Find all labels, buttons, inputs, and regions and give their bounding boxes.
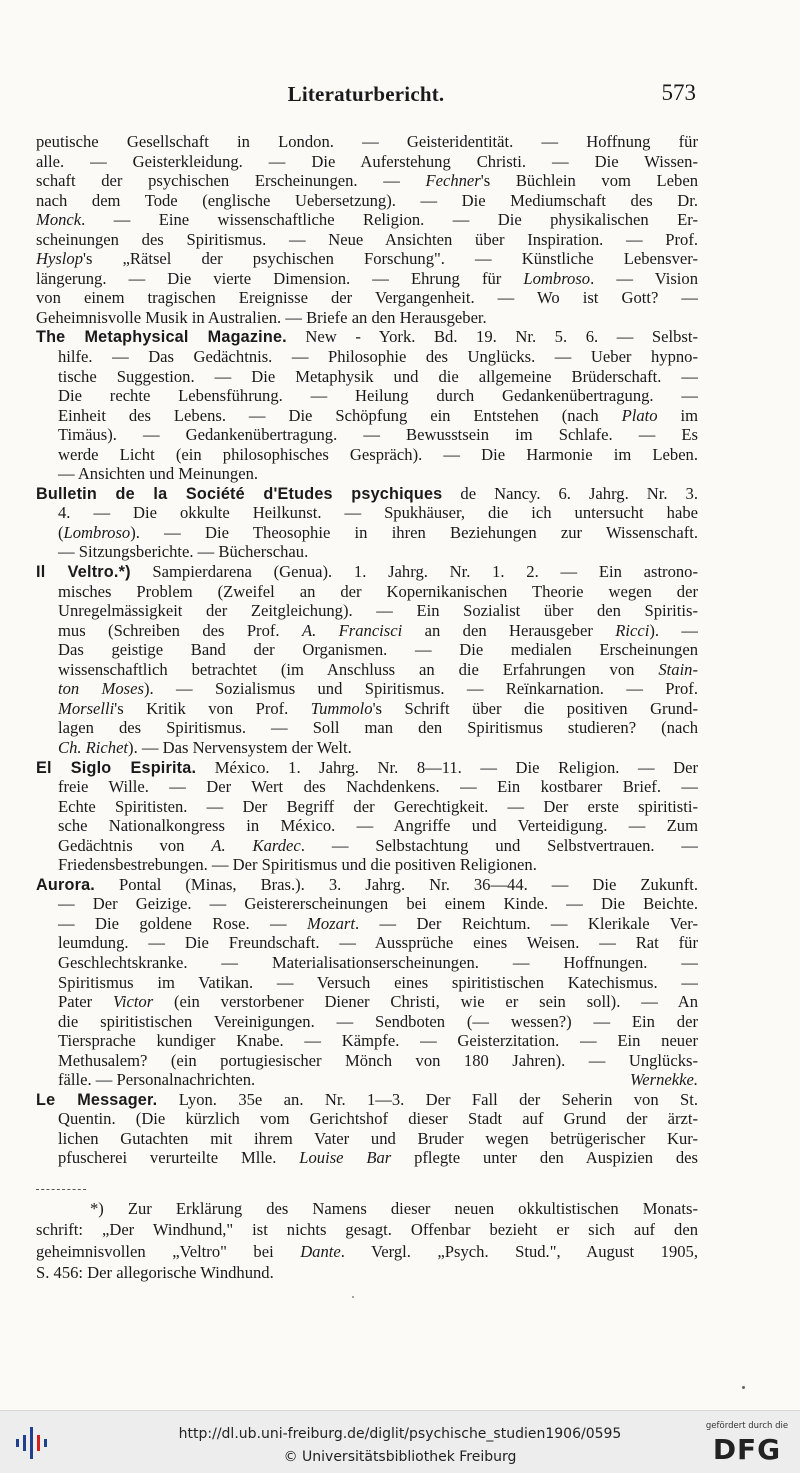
text-line: peutische Gesellschaft in London. — Geisteridentität. — Hoffnung für: [36, 132, 698, 151]
text-line: Einheit des Lebens. — Die Schöpfung ein Entstehen (nach Plato im: [58, 405, 698, 425]
text-line: nach dem Tode (englische Uebersetzung). — Die Mediumschaft des Dr.: [36, 190, 698, 210]
text-line: Gedächtnis von A. Kardec. — Selbstachtung und Selbstvertrauen. —: [58, 835, 698, 855]
text-line: ton Moses). — Sozialismus und Spiritismus. — Reïnkarnation. — Prof.: [58, 679, 698, 699]
publication-title: Il Veltro.*): [36, 563, 131, 582]
footnote-line: *) Zur Erklärung des Namens dieser neuen okkultistischen Monats-: [90, 1199, 698, 1218]
text-line: Methusalem? (ein portugiesischer Mönch von 180 Jahren). — Unglücks-: [58, 1050, 698, 1070]
person-name: Lombroso: [523, 268, 591, 288]
text-line: tische Suggestion. — Die Metaphysik und die allgemeine Brüderschaft. —: [58, 366, 698, 386]
person-name: Monck: [36, 210, 82, 230]
entry-le-messager: Le Messager. Lyon. 35e an. Nr. 1—3. Der Fall der Seherin von St.: [36, 1089, 698, 1109]
entry-metaphysical-magazine: The Metaphysical Magazine. New - York. Bd. 19. Nr. 5. 6. — Selbst-: [36, 327, 698, 347]
text-line: Morselli's Kritik von Prof. Tummolo's Schrift über die positiven Grund-: [58, 698, 698, 718]
text-line: hilfe. — Das Gedächtnis. — Philosophie des Unglücks. — Ueber hypno-: [58, 347, 698, 367]
publication-title: Aurora.: [36, 875, 95, 894]
person-name: A. Francisci: [301, 620, 403, 640]
text-line: Echte Spiritisten. — Der Begriff der Gerechtigkeit. — Der erste spiritisti-: [58, 796, 698, 816]
entry-el-siglo-espirita: El Siglo Espirita. México. 1. Jahrg. Nr. 8—11. — Die Religion. — Der: [36, 757, 698, 777]
text-line: Quentin. (Die kürzlich vom Gerichtshof dieser Stadt auf Grund der ärzt-: [58, 1109, 698, 1129]
person-name: Stain-: [658, 659, 698, 679]
text-line: Timäus). — Gedankenübertragung. — Bewusstsein im Schlafe. — Es: [58, 425, 698, 445]
text-line: Tiersprache kundiger Knabe. — Kämpfe. — Geisterzitation. — Ein neuer: [58, 1031, 698, 1051]
text-line: von einem tragischen Ereignisse der Vergangenheit. — Wo ist Gott? —: [36, 288, 698, 308]
entry-aurora: Aurora. Pontal (Minas, Bras.). 3. Jahrg. Nr. 36—44. — Die Zukunft.: [36, 874, 698, 894]
dfg-tagline: gefördert durch die: [705, 1421, 789, 1431]
person-name: Dante: [300, 1241, 341, 1261]
text-line: — Ansichten und Meinungen.: [58, 464, 259, 484]
footnote-line: geheimnisvollen „Veltro" bei Dante. Vergl. „Psych. Stud.", August 1905,: [36, 1241, 698, 1261]
person-name: Lombroso: [63, 522, 131, 542]
dfg-logo-text: DFG: [712, 1433, 782, 1466]
publication-title: Bulletin de la Société d'Etudes psychiques: [36, 484, 443, 503]
text-line: leumdung. — Die Freundschaft. — Aussprüche eines Weisen. — Rat für: [58, 933, 698, 953]
person-name: Tummolo: [310, 698, 373, 718]
text-line: Unregelmässigkeit der Zeitgleichung). — Ein Sozialist über den Spiritis-: [58, 601, 698, 621]
text-line: (Lombroso). — Die Theosophie in ihren Beziehungen zur Wissenschaft.: [58, 522, 698, 542]
publication-title: Le Messager.: [36, 1090, 158, 1109]
page-number: 573: [661, 80, 696, 105]
text-line: alle. — Geisterkleidung. — Die Auferstehung Christi. — Die Wissen-: [36, 151, 698, 171]
text-line: fälle. — Personalnachrichten. Wernekke.: [58, 1070, 698, 1090]
person-name: Ch. Richet: [58, 737, 129, 757]
page-header: [36, 78, 696, 112]
text-line: 4. — Die okkulte Heilkunst. — Spukhäuser, die ich untersucht habe: [58, 503, 698, 523]
text-line: scheinungen des Spiritismus. — Neue Ansichten über Inspiration. — Prof.: [36, 229, 698, 249]
text-line: Geheimnisvolle Musik in Australien. — Briefe an den Herausgeber.: [36, 307, 487, 327]
entry-il-veltro: Il Veltro.*) Sampierdarena (Genua). 1. Jahrg. Nr. 1. 2. — Ein astrono-: [36, 562, 698, 582]
text-line: längerung. — Die vierte Dimension. — Ehrung für Lombroso. — Vision: [36, 268, 698, 288]
footnote-divider: [36, 1189, 86, 1191]
publication-title: The Metaphysical Magazine.: [36, 328, 287, 347]
person-name: Louise Bar: [299, 1148, 392, 1168]
text-line: Ch. Richet). — Das Nervensystem der Welt.: [58, 737, 352, 757]
text-line: — Sitzungsberichte. — Bücherschau.: [58, 542, 309, 562]
text-line: Die rechte Lebensführung. — Heilung durch Gedankenübertragung. —: [58, 386, 698, 406]
permalink-url[interactable]: http://dl.ub.uni-freiburg.de/diglit/psychische_studien1906/0595: [178, 1426, 622, 1442]
viewer-footer: [0, 1410, 800, 1473]
footnote-line: S. 456: Der allegorische Windhund.: [36, 1263, 274, 1283]
text-line: Hyslop's „Rätsel der psychischen Forschung". — Künstliche Lebensver-: [36, 249, 698, 269]
text-line: lichen Gutachten mit ihrem Vater und Bruder wegen betrügerischer Kur-: [58, 1128, 698, 1148]
copyright-notice: © Universitätsbibliothek Freiburg: [283, 1449, 517, 1465]
text-line: Friedensbestrebungen. — Der Spiritismus und die positiven Religionen.: [58, 855, 537, 875]
footnote-line: schrift: „Der Windhund," ist nichts gesagt. Offenbar bezieht er sich auf den: [36, 1220, 698, 1240]
person-name: Ricci: [615, 620, 650, 640]
body-text: [36, 132, 698, 1168]
text-line: mus (Schreiben des Prof. A. Francisci an den Herausgeber Ricci). —: [58, 620, 698, 640]
person-name: Hyslop: [36, 249, 84, 269]
publication-title: El Siglo Espirita.: [36, 758, 197, 777]
text-line: schaft der psychischen Erscheinungen. — Fechner's Büchlein vom Leben: [36, 171, 698, 191]
dfg-logo-icon: [704, 1421, 790, 1467]
text-line: die spiritistischen Vereinigungen. — Sendboten (— wessen?) — Ein der: [58, 1011, 698, 1031]
text-line: pfuscherei verurteilte Mlle. Louise Bar pflegte unter den Auspizien des: [58, 1148, 698, 1168]
text-line: Pater Victor (ein verstorbener Diener Christi, wie er sein soll). — An: [58, 992, 698, 1012]
text-line: freie Wille. — Der Wert des Nachdenkens. — Ein kostbarer Brief. —: [58, 777, 698, 797]
text-line: — Die goldene Rose. — Mozart. — Der Reichtum. — Klerikale Ver-: [58, 913, 698, 933]
print-speck: [742, 1386, 745, 1389]
person-name: Mozart: [307, 913, 355, 933]
reviewer-signature: Wernekke.: [629, 1070, 698, 1090]
text-line: Monck. — Eine wissenschaftliche Religion. — Die physikalischen Er-: [36, 210, 698, 230]
person-name: Morselli: [58, 698, 115, 718]
text-line: Das geistige Band der Organismen. — Die medialen Erscheinungen: [58, 640, 698, 660]
text-line: misches Problem (Zweifel an der Kopernikanischen Theorie wegen der: [58, 581, 698, 601]
running-title: Literaturbericht.: [287, 82, 445, 106]
person-name: ton Moses: [58, 679, 144, 699]
text-line: Geschlechtskranke. — Materialisationserscheinungen. — Hoffnungen. —: [58, 952, 698, 972]
text-line: sche Nationalkongress in México. — Angriffe und Verteidigung. — Zum: [58, 816, 698, 836]
text-line: — Der Geizige. — Geistererscheinungen bei einem Kinde. — Die Beichte.: [58, 894, 698, 914]
footnote: [36, 1198, 698, 1284]
text-line: wissenschaftlich betrachtet (im Anschluss an die Erfahrungen von Stain-: [58, 659, 698, 679]
person-name: A. Kardec: [211, 835, 301, 855]
print-speck: [352, 1296, 354, 1298]
person-name: Fechner: [425, 171, 481, 191]
text-line: lagen des Spiritismus. — Soll man den Spiritismus studieren? (nach: [58, 718, 698, 738]
entry-bulletin-nancy: Bulletin de la Société d'Etudes psychiques de Nancy. 6. Jahrg. Nr. 3.: [36, 483, 698, 503]
person-name: Victor: [112, 992, 154, 1012]
text-line: werde Licht (ein philosophisches Gespräch). — Die Harmonie im Leben.: [58, 444, 698, 464]
person-name: Plato: [621, 405, 658, 425]
text-line: Spiritismus im Vatikan. — Versuch eines spiritistischen Katechismus. —: [58, 972, 698, 992]
